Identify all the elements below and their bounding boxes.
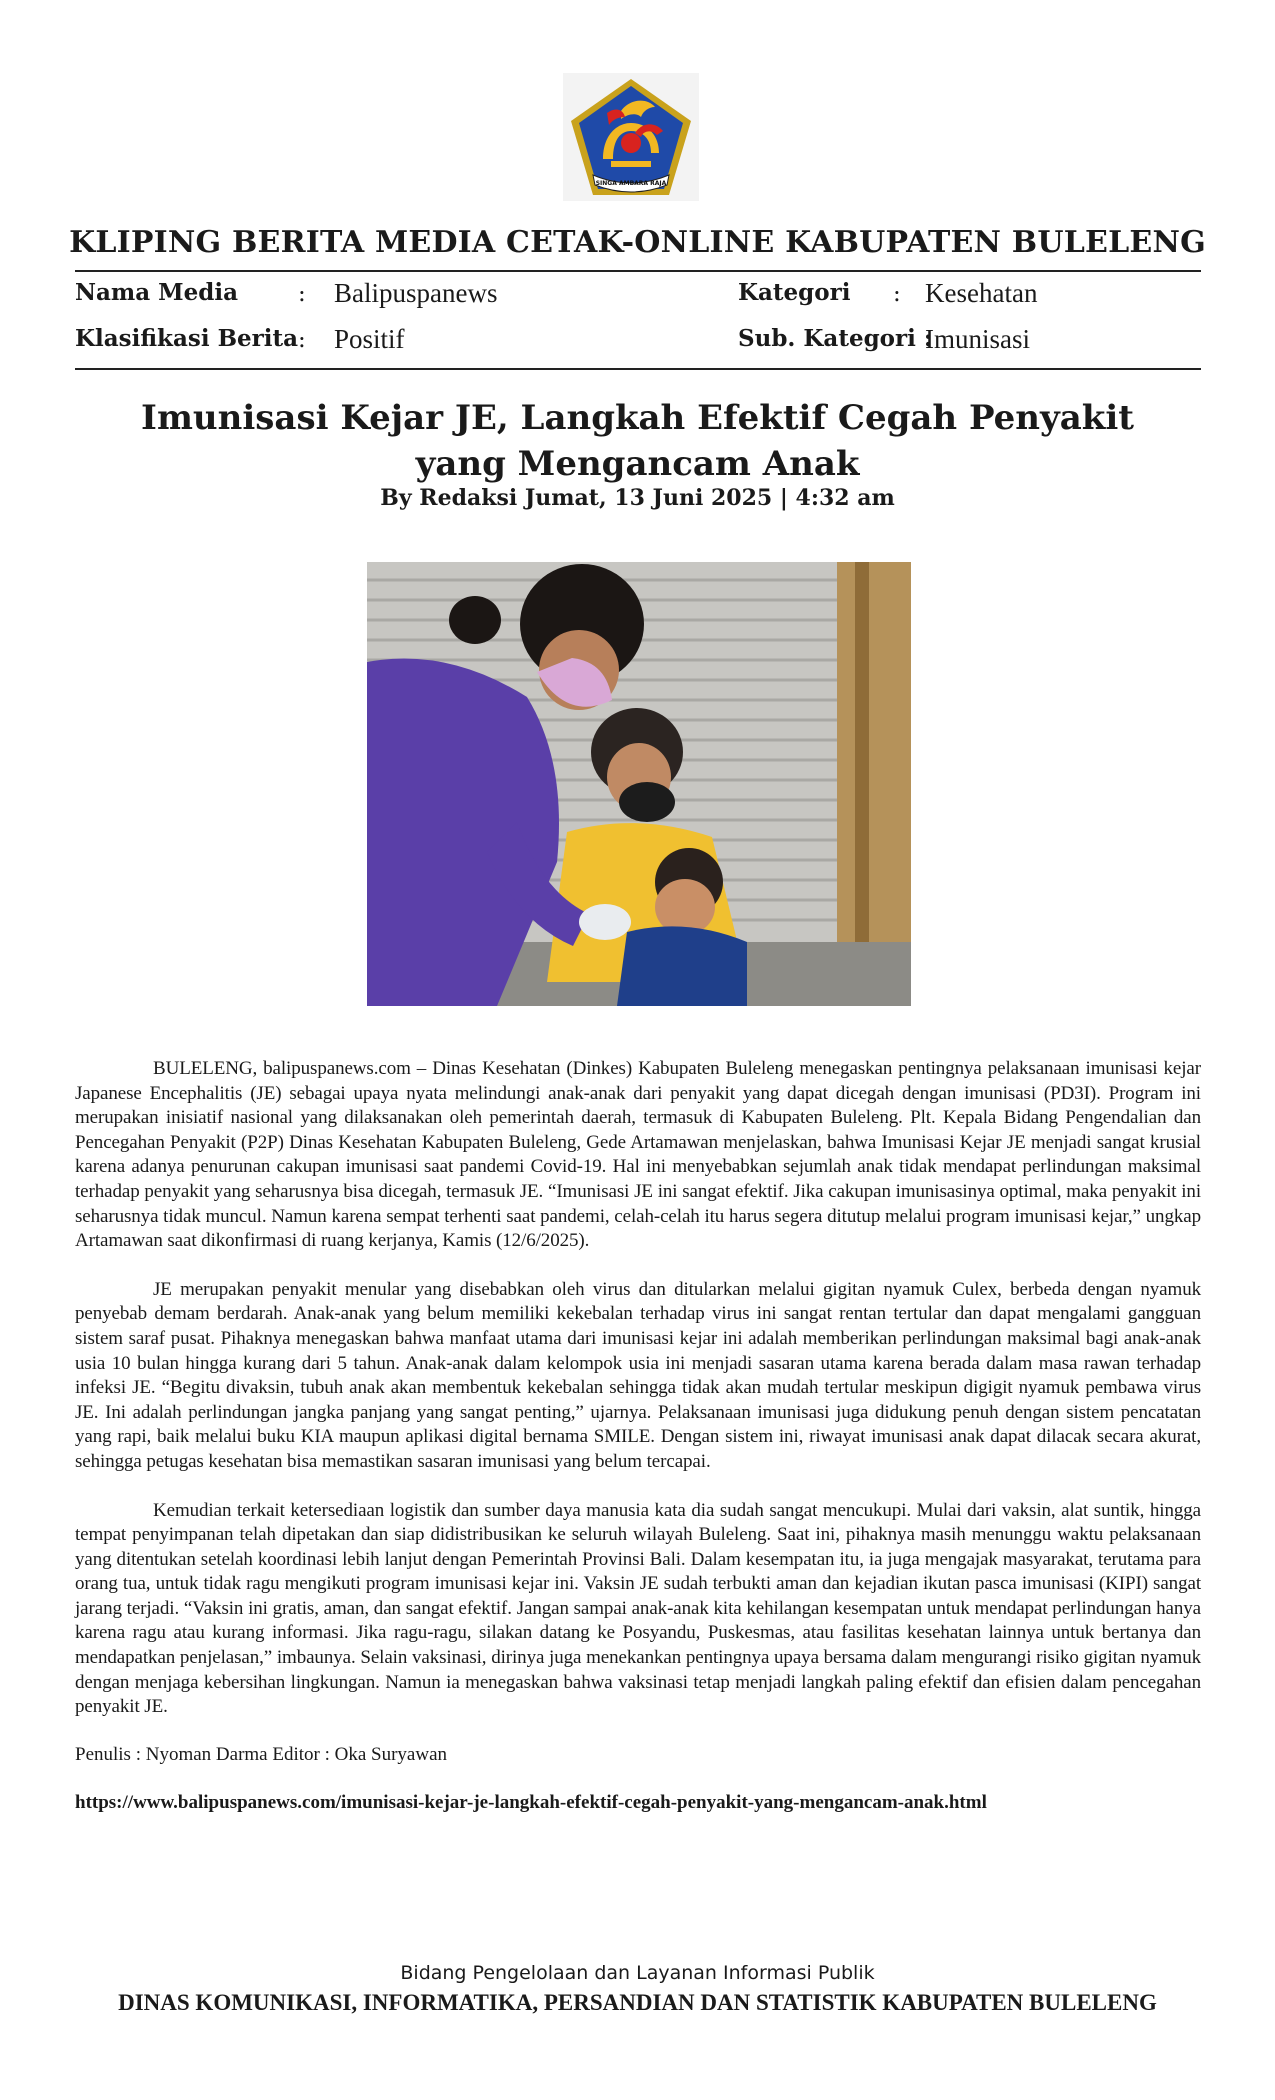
- subcategory-label: Sub. Kategori :: [738, 325, 933, 352]
- source-url-link[interactable]: https://www.balipuspanews.com/imunisasi-kejar-je-langkah-efektif-cegah-penyakit-yang-mengancam-anak.html: [75, 1791, 987, 1813]
- classification-label: Klasifikasi Berita: [75, 325, 299, 352]
- category-value: Kesehatan: [925, 278, 1038, 308]
- article-paragraph: Kemudian terkait ketersediaan logistik dan sumber daya manusia kata dia sudah sangat mencukupi. Mulai dari vaksin, alat suntik, hingga tempat penyimpanan telah dipetakan dan siap didistribusikan ke seluruh wilayah Buleleng. Saat ini, pihaknya masih menunggu waktu pelaksanaan yang ditentukan setelah koordinasi lebih lanjut dengan Pemerintah Provinsi Bali. Dalam kesempatan itu, ia juga mengajak masyarakat, terutama para orang tua, untuk tidak ragu mengikuti program imunisasi kejar ini. Vaksin JE sudah terbukti aman dan kejadian ikutan pasca imunisasi (KIPI) sangat jarang terjadi. “Vaksin ini gratis, aman, dan sangat efektif. Jangan sampai anak-anak kita kehilangan kesempatan untuk mendapat perlindungan hanya karena ragu atau kurang informasi. Jika ragu-ragu, silakan datang ke Posyandu, Puskesmas, atau fasilitas kesehatan lainnya untuk bertanya dan mendapatkan penjelasan,” imbaunya. Selain vaksinasi, dirinya juga menekankan pentingnya upaya bersama dalam mengurangi risiko gigitan nyamuk dengan menjaga kebersihan lingkungan. Namun ia menegaskan bahwa vaksinasi tetap menjadi langkah paling efektif dan efisien dalam pencegahan penyakit JE.: [75, 1499, 1201, 1718]
- article-body: [75, 1057, 1201, 1814]
- nurse-immunizing-child-photo: [367, 562, 911, 1006]
- classification-colon: :: [298, 327, 306, 353]
- media-value: Balipuspanews: [334, 278, 498, 308]
- header-divider: [75, 270, 1201, 272]
- article-paragraph: BULELENG, balipuspanews.com – Dinas Kesehatan (Dinkes) Kabupaten Buleleng menegaskan pentingnya pelaksanaan imunisasi kejar Japanese Encephalitis (JE) sebagai upaya nyata melindungi anak-anak dari penyakit yang dapat dicegah dengan imunisasi (PD3I). Program ini merupakan inisiatif nasional yang dilaksanakan oleh pemerintah daerah, termasuk di Kabupaten Buleleng. Plt. Kepala Bidang Pengendalian dan Pencegahan Penyakit (P2P) Dinas Kesehatan Kabupaten Buleleng, Gede Artamawan menjelaskan, bahwa Imunisasi Kejar JE menjadi sangat krusial karena adanya penurunan cakupan imunisasi saat pandemi Covid-19. Hal ini menyebabkan sejumlah anak tidak mendapat perlindungan maksimal terhadap penyakit yang seharusnya bisa dicegah, termasuk JE. “Imunisasi JE ini sangat efektif. Jika cakupan imunisasinya optimal, maka penyakit ini seharusnya tidak muncul. Namun karena sempat terhenti saat pandemi, celah-celah itu harus segera ditutup melalui program imunisasi kejar,” ungkap Artamawan saat dikonfirmasi di ruang kerjanya, Kamis (12/6/2025).: [75, 1058, 1201, 1252]
- footer-agency: DINAS KOMUNIKASI, INFORMATIKA, PERSANDIAN DAN STATISTIK KABUPATEN BULELENG: [118, 1990, 1157, 2015]
- article-credits: Penulis : Nyoman Darma Editor : Oka Suryawan: [75, 1743, 448, 1765]
- page-title: KLIPING BERITA MEDIA CETAK-ONLINE KABUPATEN BULELENG: [69, 225, 1206, 260]
- classification-value: Positif: [334, 324, 405, 354]
- media-label: Nama Media: [75, 279, 238, 306]
- category-label: Kategori: [738, 279, 851, 306]
- article-byline: By Redaksi Jumat, 13 Juni 2025 | 4:32 am: [380, 485, 895, 511]
- category-colon: :: [893, 281, 901, 307]
- article-headline-line2: yang Mengancam Anak: [415, 444, 860, 484]
- article-headline-line1: Imunisasi Kejar JE, Langkah Efektif Cegah Penyakit: [141, 398, 1134, 438]
- media-colon: :: [298, 281, 306, 307]
- crest-motto: SINGA AMBARA RAJA: [595, 180, 667, 187]
- meta-divider: [75, 368, 1201, 370]
- footer-unit: Bidang Pengelolaan dan Layanan Informasi Publik: [400, 1962, 875, 1984]
- article-paragraph: JE merupakan penyakit menular yang disebabkan oleh virus dan ditularkan melalui gigitan nyamuk Culex, berbeda dengan nyamuk penyebab demam berdarah. Anak-anak yang belum memiliki kekebalan terhadap virus ini sangat rentan tertular dan dapat mengalami gangguan sistem saraf pusat. Pihaknya menegaskan bahwa manfaat utama dari imunisasi kejar ini adalah memberikan perlindungan maksimal bagi anak-anak usia 10 bulan hingga kurang dari 5 tahun. Anak-anak dalam kelompok usia ini menjadi sasaran utama karena berada dalam masa rawan terhadap infeksi JE. “Begitu divaksin, tubuh anak akan membentuk kekebalan sehingga tidak akan mudah tertular meskipun digigit nyamuk pembawa virus JE. Ini adalah perlindungan jangka panjang yang sangat penting,” ujarnya. Pelaksanaan imunisasi juga didukung penuh dengan sistem pencatatan yang rapi, baik melalui buku KIA maupun aplikasi digital bernama SMILE. Dengan sistem ini, riwayat imunisasi anak dapat dilacak secara akurat, sehingga petugas kesehatan bisa memastikan sasaran imunisasi yang belum tercapai.: [75, 1278, 1201, 1472]
- buleleng-regency-crest-icon: [563, 73, 699, 201]
- subcategory-value: Imunisasi: [925, 324, 1030, 354]
